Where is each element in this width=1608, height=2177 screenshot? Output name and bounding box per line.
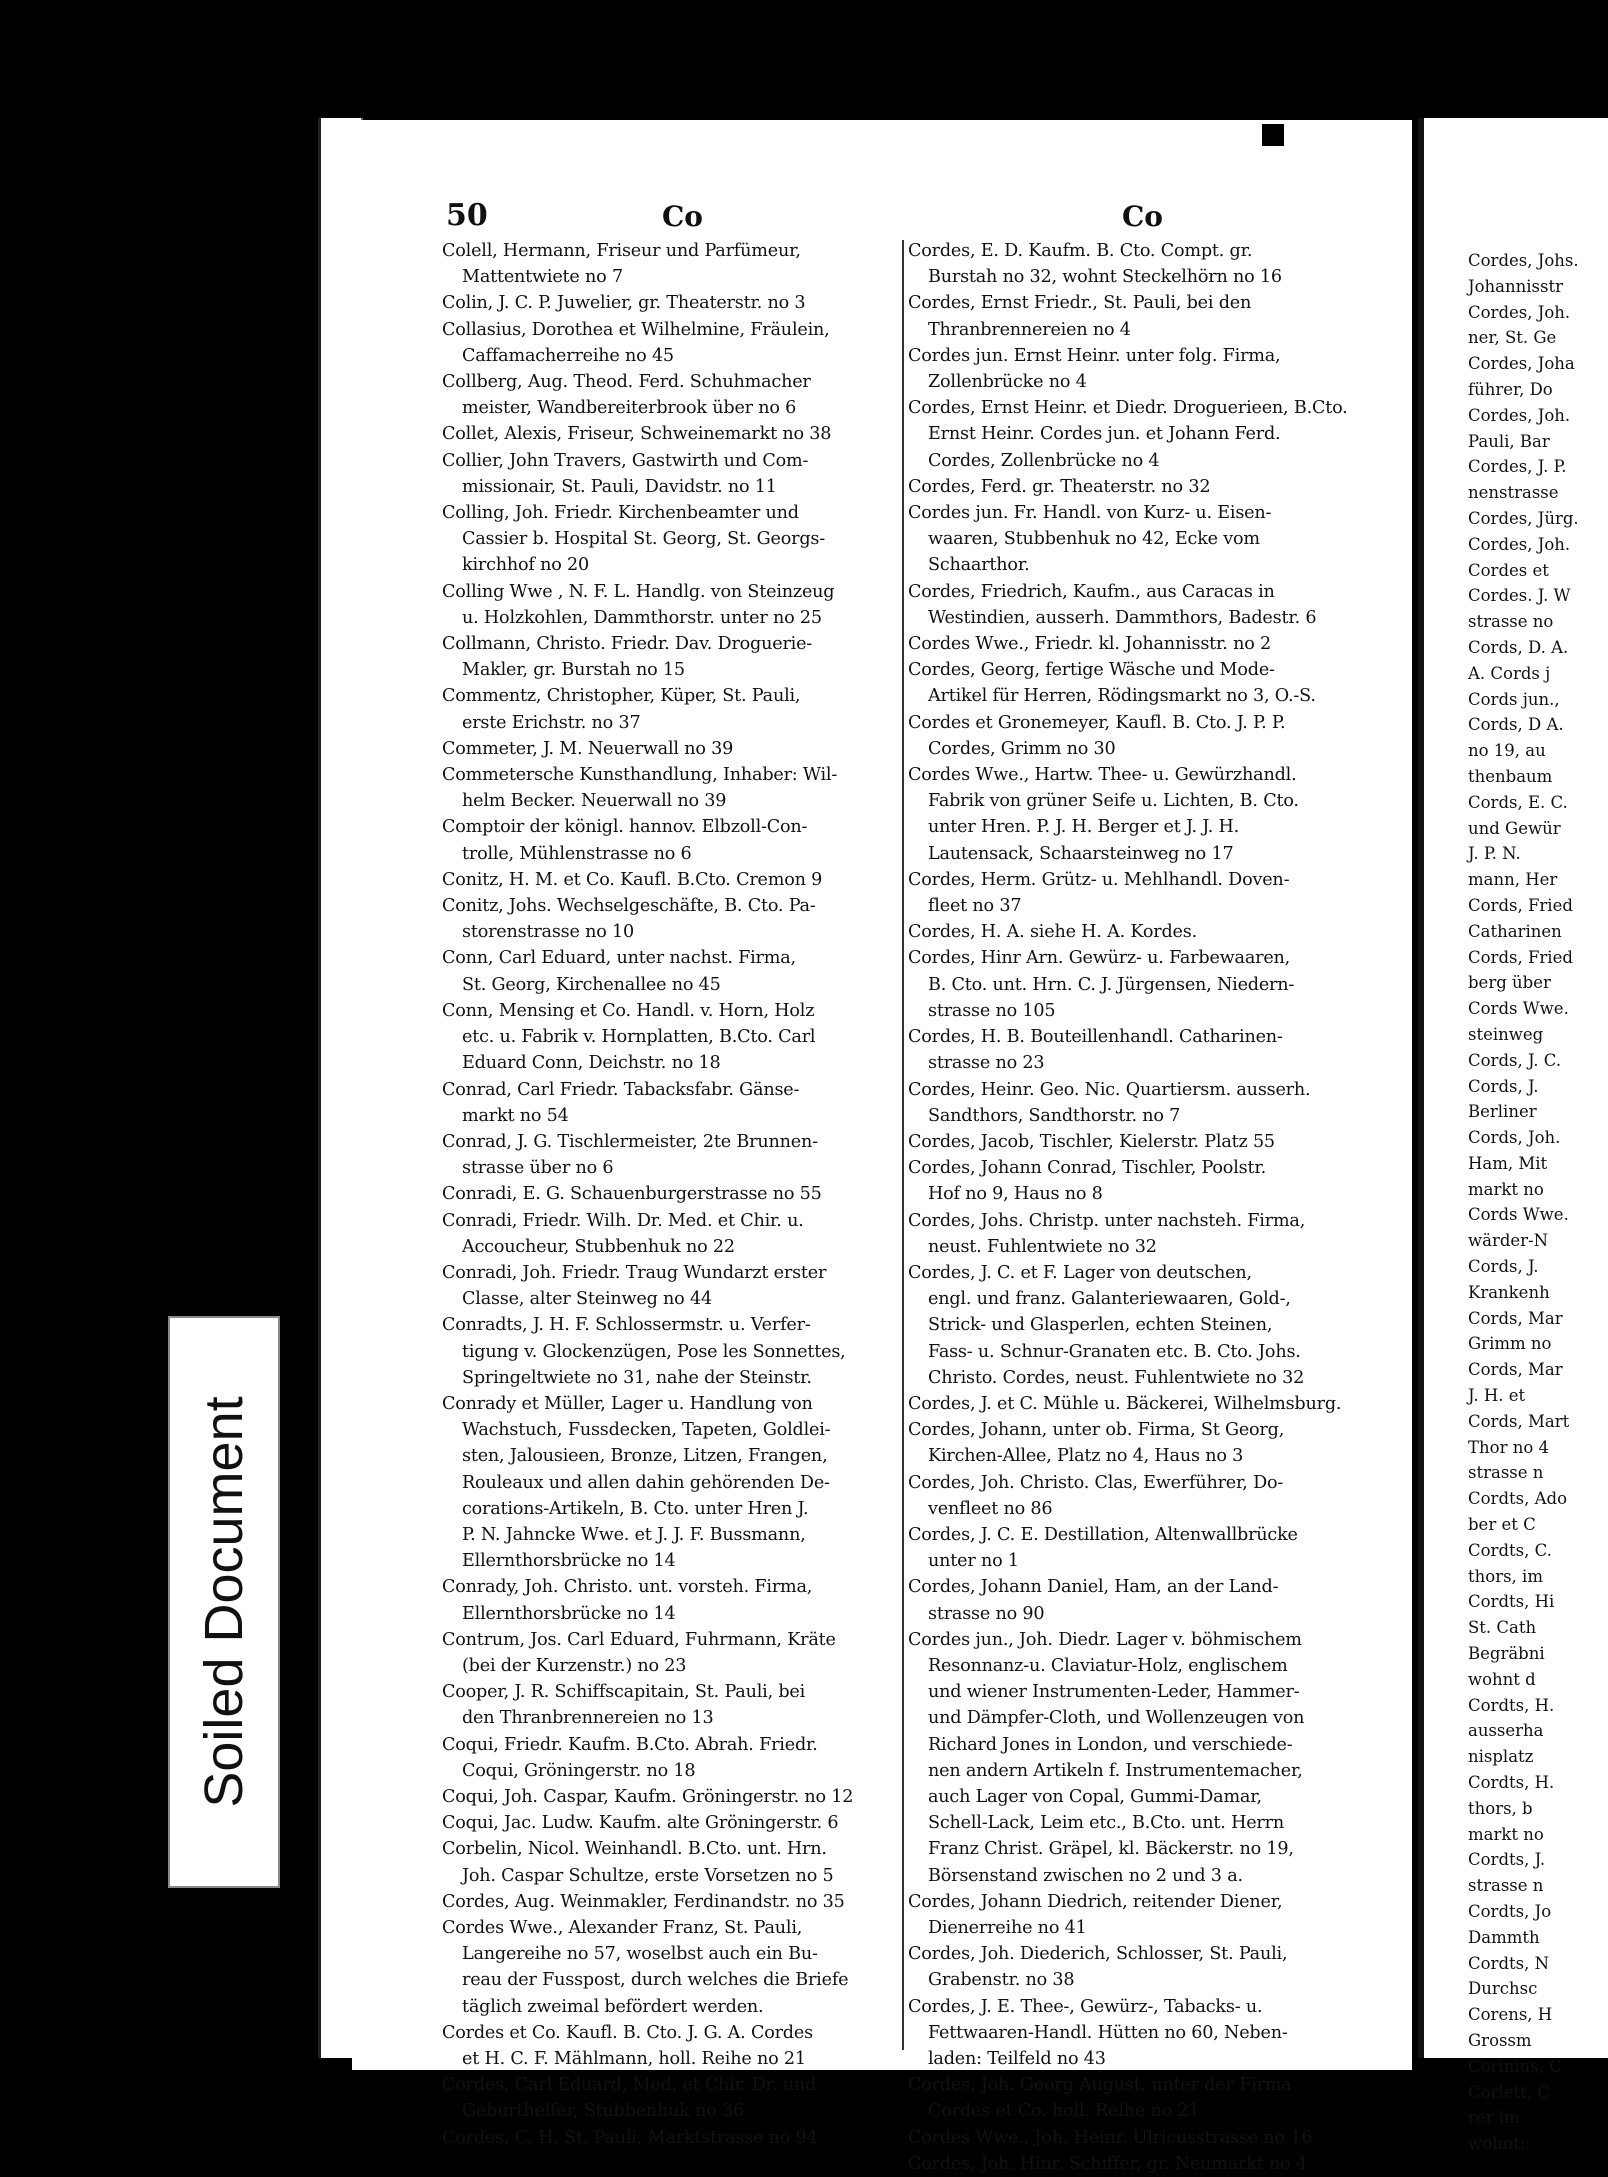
fragment-line: wärder-N: [1468, 1231, 1549, 1251]
entry-line: und Dämpfer-Cloth, und Wollenzeugen von: [928, 1708, 1305, 1729]
entry-line: Caffamacherreihe no 45: [462, 345, 674, 366]
entry-line: Cordes jun. Ernst Heinr. unter folg. Firma,: [908, 345, 1281, 366]
fragment-line: nisplatz: [1468, 1747, 1534, 1767]
entry-line: Cordes, Joh. Christo. Clas, Ewerführer, Do-: [908, 1472, 1284, 1493]
next-page-fragment: [1418, 118, 1608, 2154]
soiled-document-stamp: [168, 1316, 280, 1888]
entry-line: auch Lager von Copal, Gummi-Damar,: [928, 1786, 1262, 1807]
entry-line: Cordes, Johann Conrad, Tischler, Poolstr.: [908, 1158, 1266, 1179]
entry-line: Colell, Hermann, Friseur und Parfümeur,: [442, 241, 801, 261]
fragment-line: J. H. et: [1468, 1386, 1526, 1406]
entry-line: Rouleaux und allen dahin gehörenden De-: [462, 1472, 830, 1493]
directory-page: [352, 120, 1412, 2174]
entry-line: Cordes, Aug. Weinmakler, Ferdinandstr. no 35: [442, 1891, 845, 1912]
entry-line: Makler, gr. Burstah no 15: [462, 660, 685, 681]
entry-line: strasse no 105: [928, 1000, 1056, 1021]
entry-line: Collier, John Travers, Gastwirth und Com-: [442, 450, 809, 471]
entry-line: und wiener Instrumenten-Leder, Hammer-: [928, 1682, 1300, 1703]
fragment-line: Cordes, Joh.: [1468, 302, 1571, 322]
entry-line: Commentz, Christopher, Küper, St. Pauli,: [442, 686, 801, 707]
entry-line: Cordes, H. A. siehe H. A. Kordes.: [908, 922, 1197, 943]
entry-line: venfleet no 86: [928, 1498, 1053, 1519]
entry-line: Cordes, J. C. E. Destillation, Altenwallbrücke: [908, 1524, 1298, 1545]
entry-line: Cordes, Ferd. gr. Theaterstr. no 32: [908, 476, 1211, 497]
fragment-line: Cords Wwe.: [1468, 1205, 1569, 1225]
entry-line: erste Erichstr. no 37: [462, 712, 641, 733]
entry-line: Franz Christ. Gräpel, kl. Bäckerstr. no 19,: [928, 1839, 1294, 1860]
fragment-line: Pauli, Bar: [1468, 431, 1550, 451]
running-head-left: Co: [662, 200, 703, 233]
fragment-line: Cords, D A.: [1468, 715, 1564, 735]
entry-line: Coqui, Gröningerstr. no 18: [462, 1760, 696, 1781]
entry-line: Cordes Wwe., Hartw. Thee- u. Gewürzhandl.: [908, 765, 1297, 786]
entry-line: Contrum, Jos. Carl Eduard, Fuhrmann, Kräte: [442, 1629, 836, 1650]
fragment-line: Corinius, C: [1468, 2056, 1562, 2076]
entry-line: Colling Wwe , N. F. L. Handlg. von Steinzeug: [442, 581, 835, 602]
entry-line: Conrad, Carl Friedr. Tabacksfabr. Gänse-: [442, 1079, 800, 1100]
entry-line: Cordes, Hinr Arn. Gewürz- u. Farbewaaren,: [908, 948, 1291, 969]
entry-line: Commeter, J. M. Neuerwall no 39: [442, 738, 734, 759]
fragment-line: Cordts, N: [1468, 1953, 1550, 1973]
entry-line: Cordes, Grimm no 30: [928, 738, 1116, 759]
fragment-line: thors, im: [1468, 1566, 1543, 1586]
entry-line: kirchhof no 20: [462, 555, 590, 576]
entry-line: Christo. Cordes, neust. Fuhlentwiete no 32: [928, 1367, 1305, 1388]
entry-line: Ernst Heinr. Cordes jun. et Johann Ferd.: [928, 424, 1281, 445]
fragment-line: Krankenh: [1468, 1282, 1550, 1302]
fragment-line: Ham, Mit: [1468, 1153, 1548, 1173]
entry-line: Colling, Joh. Friedr. Kirchenbeamter und: [442, 503, 799, 524]
entry-line: Zollenbrücke no 4: [928, 372, 1087, 393]
entry-line: strasse no 90: [928, 1603, 1045, 1624]
entry-line: Dienerreihe no 41: [928, 1918, 1087, 1938]
fragment-line: mann, Her: [1468, 870, 1558, 890]
entry-line: P. N. Jahncke Wwe. et J. J. F. Bussmann,: [462, 1524, 806, 1545]
fragment-line: Cordts, H.: [1468, 1773, 1555, 1793]
entry-line: Cassier b. Hospital St. Georg, St. Georgs-: [462, 529, 825, 550]
right-column: [908, 238, 1373, 2177]
fragment-line: Cordes, Joh.: [1468, 405, 1571, 425]
fragment-line: Cordts, C.: [1468, 1540, 1552, 1560]
fragment-line: Begräbni: [1468, 1644, 1545, 1664]
entry-line: Conradts, J. H. F. Schlossermstr. u. Verfer-: [442, 1315, 811, 1336]
entry-line: Geburthelfer, Stubbenhuk no 36: [462, 2101, 745, 2122]
fragment-line: führer, Do: [1468, 379, 1553, 399]
fragment-line: Cords, Mar: [1468, 1308, 1563, 1328]
stamp-label: Soiled Document: [194, 1396, 254, 1808]
entry-line: Fabrik von grüner Seife u. Lichten, B. Cto.: [928, 791, 1299, 812]
entry-line: Springeltwiete no 31, nahe der Steinstr.: [462, 1367, 812, 1388]
entry-line: Langereihe no 57, woselbst auch ein Bu-: [462, 1944, 818, 1965]
fragment-line: rer im: [1468, 2108, 1520, 2128]
entry-line: strasse über no 6: [462, 1158, 614, 1179]
fragment-line: Dammth: [1468, 1927, 1540, 1947]
entry-line: markt no 54: [462, 1105, 569, 1126]
entry-line: Cordes, Georg, fertige Wäsche und Mode-: [908, 660, 1275, 681]
entry-line: Eduard Conn, Deichstr. no 18: [462, 1053, 721, 1074]
entry-line: Conn, Mensing et Co. Handl. v. Horn, Holz: [442, 1000, 815, 1021]
entry-line: Conitz, Johs. Wechselgeschäfte, B. Cto. Pa-: [442, 896, 816, 917]
column-divider: [902, 240, 904, 2050]
entry-line: Cordes, J. et C. Mühle u. Bäckerei, Wilhelmsburg.: [908, 1393, 1342, 1414]
entry-line: fleet no 37: [928, 896, 1022, 917]
next-page-lines: [1468, 248, 1579, 2157]
entry-line: laden: Teilfeld no 43: [928, 2049, 1106, 2070]
fragment-line: Cordes. J. W: [1468, 586, 1571, 606]
fragment-line: thenbaum: [1468, 766, 1553, 786]
fragment-line: Cords, J. C.: [1468, 1050, 1562, 1070]
fragment-line: Cordts, J.: [1468, 1850, 1546, 1870]
entry-line: Cordes et Co. holl. Reihe no 21: [928, 2101, 1200, 2122]
entry-line: nen andern Artikeln f. Instrumentemacher,: [928, 1760, 1303, 1781]
entry-line: Cordes, Joh. Hinr. Schiffer, gr. Neumarkt no 4: [908, 2153, 1307, 2174]
fragment-line: Durchsc: [1468, 1979, 1538, 1999]
entry-line: Commetersche Kunsthandlung, Inhaber: Wil-: [442, 765, 838, 786]
fragment-line: Cords, Mart: [1468, 1411, 1570, 1431]
entry-line: Cordes, Joh. Diederich, Schlosser, St. Pauli,: [908, 1944, 1288, 1965]
fragment-line: Cords, J.: [1468, 1257, 1539, 1277]
fragment-line: thors, b: [1468, 1798, 1533, 1818]
entry-line: Coqui, Friedr. Kaufm. B.Cto. Abrah. Friedr.: [442, 1734, 818, 1755]
entry-line: Conn, Carl Eduard, unter nachst. Firma,: [442, 948, 796, 969]
entry-line: Richard Jones in London, und verschiede-: [928, 1734, 1293, 1755]
fragment-line: Cords Wwe.: [1468, 999, 1569, 1019]
entry-line: Conrady, Joh. Christo. unt. vorsteh. Firma,: [442, 1577, 813, 1598]
fragment-line: steinweg: [1468, 1024, 1544, 1044]
entry-line: Collet, Alexis, Friseur, Schweinemarkt no 38: [442, 424, 832, 445]
fragment-line: Cordts, Jo: [1468, 1902, 1552, 1921]
fragment-line: Cords, Fried: [1468, 947, 1573, 967]
fragment-line: Cordes, Joha: [1468, 354, 1575, 374]
entry-line: Cordes Wwe., Alexander Franz, St. Pauli,: [442, 1918, 803, 1938]
entry-line: unter no 1: [928, 1551, 1019, 1572]
entry-line: Conradi, Friedr. Wilh. Dr. Med. et Chir. u.: [442, 1210, 804, 1231]
fragment-line: Grimm no: [1468, 1334, 1552, 1354]
entry-line: Cordes et Gronemeyer, Kaufl. B. Cto. J. P. P.: [908, 712, 1286, 733]
fragment-line: Cords, Mar: [1468, 1360, 1563, 1380]
fragment-line: strasse n: [1468, 1876, 1544, 1896]
page-gutter: [1418, 118, 1424, 2058]
entry-line: B. Cto. unt. Hrn. C. J. Jürgensen, Niedern-: [928, 974, 1295, 995]
entry-line: Ellernthorsbrücke no 14: [462, 1551, 676, 1572]
entry-line: Cordes, Johann, unter ob. Firma, St Georg,: [908, 1420, 1285, 1441]
entry-line: Corbelin, Nicol. Weinhandl. B.Cto. unt. Hrn.: [442, 1839, 827, 1860]
entry-line: Wachstuch, Fussdecken, Tapeten, Goldlei-: [462, 1420, 831, 1441]
entry-line: Grabenstr. no 38: [928, 1970, 1075, 1991]
fragment-line: Thor no 4: [1468, 1437, 1550, 1457]
fragment-line: Cordts, Hi: [1468, 1592, 1555, 1612]
entry-line: Schell-Lack, Leim etc., B.Cto. unt. Herrn: [928, 1813, 1284, 1834]
entry-line: Cordes et Co. Kaufl. B. Cto. J. G. A. Cordes: [442, 2022, 813, 2043]
entry-line: Cordes, Ernst Friedr., St. Pauli, bei den: [908, 293, 1252, 314]
fragment-line: Cords jun.,: [1468, 689, 1560, 709]
entry-line: Lautensack, Schaarsteinweg no 17: [928, 843, 1234, 864]
entry-line: Börsenstand zwischen no 2 und 3 a.: [928, 1865, 1243, 1886]
entry-line: Cordes, Johann Diedrich, reitender Diener,: [908, 1891, 1283, 1912]
fragment-line: ausserha: [1468, 1721, 1544, 1741]
entry-line: u. Holzkohlen, Dammthorstr. unter no 25: [462, 607, 822, 628]
entry-line: Collasius, Dorothea et Wilhelmine, Fräulein,: [442, 319, 830, 340]
fragment-line: Cordts, Ado: [1468, 1489, 1568, 1509]
fragment-line: markt no: [1468, 1824, 1544, 1844]
entry-line: Collmann, Christo. Friedr. Dav. Droguerie-: [442, 634, 813, 655]
fragment-line: A. Cords j: [1468, 663, 1551, 683]
entry-line: unter Hren. P. J. H. Berger et J. J. H.: [928, 817, 1240, 838]
entry-line: Classe, alter Steinweg no 44: [462, 1289, 712, 1310]
entry-line: meister, Wandbereiterbrook über no 6: [462, 398, 797, 419]
entry-line: trolle, Mühlenstrasse no 6: [462, 843, 692, 864]
running-head-right: Co: [1122, 200, 1163, 233]
entry-line: Colin, J. C. P. Juwelier, gr. Theaterstr. no 3: [442, 293, 806, 314]
entry-line: Cordes, Joh. Georg August, unter der Firma: [908, 2075, 1292, 2096]
entry-line: Cordes, Jacob, Tischler, Kielerstr. Platz 55: [908, 1131, 1275, 1152]
entry-line: Cordes, Zollenbrücke no 4: [928, 450, 1160, 471]
entry-line: Fettwaaren-Handl. Hütten no 60, Neben-: [928, 2022, 1288, 2043]
entry-line: Burstah no 32, wohnt Steckelhörn no 16: [928, 267, 1282, 288]
entry-line: Cordes, C. H. St. Pauli, Marktstrasse no 94: [442, 2127, 818, 2148]
entry-line: Coqui, Jac. Ludw. Kaufm. alte Gröningerstr. 6: [442, 1813, 839, 1834]
entry-line: sten, Jalousieen, Bronze, Litzen, Frangen,: [462, 1446, 828, 1467]
page-corner-notch: [1262, 124, 1284, 146]
fragment-line: strasse no: [1468, 612, 1554, 632]
entry-line: Cordes, Heinr. Geo. Nic. Quartiersm. ausserh.: [908, 1079, 1311, 1100]
fragment-line: wohnt d: [1468, 1669, 1536, 1689]
entry-line: Cordes, J. C. et F. Lager von deutschen,: [908, 1262, 1252, 1283]
fragment-line: wohnt:: [1468, 2134, 1526, 2154]
entry-line: Conradi, E. G. Schauenburgerstrasse no 55: [442, 1184, 822, 1205]
entry-line: Conrad, J. G. Tischlermeister, 2te Brunnen-: [442, 1131, 818, 1152]
entry-line: tigung v. Glockenzügen, Pose les Sonnettes,: [462, 1341, 846, 1362]
entry-line: Conradi, Joh. Friedr. Traug Wundarzt erster: [442, 1262, 827, 1283]
entry-line: Mattentwiete no 7: [462, 267, 623, 288]
entry-line: Cordes, Herm. Grütz- u. Mehlhandl. Doven-: [908, 869, 1290, 890]
fragment-line: berg über: [1468, 973, 1551, 993]
entry-line: Comptoir der königl. hannov. Elbzoll-Con-: [442, 817, 808, 838]
fragment-line: St. Cath: [1468, 1618, 1537, 1638]
entry-line: täglich zweimal befördert werden.: [462, 1996, 764, 2017]
entry-line: Cordes jun. Fr. Handl. von Kurz- u. Eisen-: [908, 503, 1272, 524]
entry-line: Kirchen-Allee, Platz no 4, Haus no 3: [928, 1446, 1244, 1467]
entry-line: strasse no 23: [928, 1053, 1045, 1074]
fragment-line: Cords, Joh.: [1468, 1128, 1561, 1148]
fragment-line: Cordes, Jürg.: [1468, 508, 1579, 528]
entry-line: etc. u. Fabrik v. Hornplatten, B.Cto. Carl: [462, 1027, 816, 1048]
fragment-line: Catharinen: [1468, 921, 1562, 941]
fragment-line: und Gewür: [1468, 818, 1561, 838]
entry-line: Artikel für Herren, Rödingsmarkt no 3, O.-S.: [928, 686, 1316, 707]
entry-line: Cordes jun., Joh. Diedr. Lager v. böhmischem: [908, 1629, 1302, 1650]
entry-line: Sandthors, Sandthorstr. no 7: [928, 1105, 1181, 1126]
entry-line: Cordes, Carl Eduard, Med. et Chir. Dr. und: [442, 2075, 817, 2096]
fragment-line: nenstrasse: [1468, 483, 1559, 503]
entry-line: Cordes, Ernst Heinr. et Diedr. Droguerieen, B.Cto.: [908, 398, 1348, 419]
fragment-line: strasse n: [1468, 1463, 1544, 1483]
fragment-line: Cordts, H.: [1468, 1695, 1555, 1715]
fragment-line: Cordes, Johs.: [1468, 251, 1579, 270]
entry-line: Strick- und Glasperlen, echten Steinen,: [928, 1315, 1273, 1336]
entry-line: St. Georg, Kirchenallee no 45: [462, 974, 721, 995]
entry-line: helm Becker. Neuerwall no 39: [462, 791, 727, 812]
fragment-line: Cordes et: [1468, 560, 1549, 580]
entry-line: Cordes Wwe., Joh. Heinr. Ulricusstrasse no 16: [908, 2127, 1313, 2148]
entry-line: Thranbrennereien no 4: [928, 319, 1131, 340]
fragment-line: Grossm: [1468, 2030, 1532, 2050]
entry-line: Cordes, Johs. Christp. unter nachsteh. Firma,: [908, 1210, 1306, 1231]
entry-line: Conitz, H. M. et Co. Kaufl. B.Cto. Cremon 9: [442, 869, 823, 890]
entry-line: den Thranbrennereien no 13: [462, 1708, 714, 1729]
entry-line: neust. Fuhlentwiete no 32: [928, 1236, 1157, 1257]
fragment-line: Cordes, J. P.: [1468, 457, 1567, 477]
entry-line: Schaarthor.: [928, 555, 1030, 576]
fragment-line: Berliner: [1468, 1102, 1537, 1122]
fragment-line: Johannisstr: [1468, 276, 1563, 296]
entry-line: Ellernthorsbrücke no 14: [462, 1603, 676, 1624]
entry-line: missionair, St. Pauli, Davidstr. no 11: [462, 476, 777, 497]
entry-line: (bei der Kurzenstr.) no 23: [462, 1655, 687, 1676]
entry-line: Cordes, J. E. Thee-, Gewürz-, Tabacks- u.: [908, 1996, 1263, 2017]
left-column: [442, 238, 898, 2151]
entry-line: Cordes, E. D. Kaufm. B. Cto. Compt. gr.: [908, 241, 1253, 261]
fragment-line: ber et C: [1468, 1515, 1536, 1535]
fragment-line: Cords, E. C.: [1468, 792, 1568, 812]
entry-line: Fass- u. Schnur-Granaten etc. B. Cto. Johs.: [928, 1341, 1301, 1362]
fragment-line: Corlett, C: [1468, 2082, 1550, 2102]
entry-line: Cordes, Johann Daniel, Ham, an der Land-: [908, 1577, 1279, 1598]
entry-line: Cordes, H. B. Bouteillenhandl. Catharinen-: [908, 1027, 1283, 1048]
fragment-line: markt no: [1468, 1179, 1544, 1199]
fragment-line: Corens, H: [1468, 2005, 1553, 2025]
entry-line: Cooper, J. R. Schiffscapitain, St. Pauli, bei: [442, 1682, 806, 1703]
fragment-line: Cordes, Joh.: [1468, 534, 1571, 554]
fragment-line: Cords, Fried: [1468, 895, 1573, 915]
fragment-line: Cords, J.: [1468, 1076, 1539, 1096]
entry-line: Conrady et Müller, Lager u. Handlung von: [442, 1393, 813, 1414]
entry-line: Coqui, Joh. Caspar, Kaufm. Gröningerstr. no 12: [442, 1786, 854, 1807]
fragment-line: Cords, D. A.: [1468, 637, 1569, 657]
entry-line: reau der Fusspost, durch welches die Briefe: [462, 1970, 849, 1991]
entry-line: Hof no 9, Haus no 8: [928, 1184, 1103, 1205]
entry-line: Resonnanz-u. Claviatur-Holz, englischem: [928, 1655, 1288, 1676]
fragment-line: ner, St. Ge: [1468, 328, 1557, 348]
entry-line: Accoucheur, Stubbenhuk no 22: [462, 1236, 735, 1257]
entry-line: Collberg, Aug. Theod. Ferd. Schuhmacher: [442, 372, 811, 393]
entry-line: corations-Artikeln, B. Cto. unter Hren J.: [462, 1498, 809, 1519]
entry-line: Cordes Wwe., Friedr. kl. Johannisstr. no 2: [908, 634, 1272, 655]
fragment-line: no 19, au: [1468, 741, 1546, 761]
entry-line: Joh. Caspar Schultze, erste Vorsetzen no 5: [462, 1865, 834, 1886]
entry-line: Cordes, Friedrich, Kaufm., aus Caracas in: [908, 581, 1275, 602]
entry-line: et H. C. F. Mählmann, holl. Reihe no 21: [462, 2049, 806, 2070]
entry-line: engl. und franz. Galanteriewaaren, Gold-,: [928, 1289, 1291, 1310]
page-number: 50: [446, 198, 488, 233]
fragment-line: J. P. N.: [1468, 844, 1521, 864]
entry-line: waaren, Stubbenhuk no 42, Ecke vom: [928, 529, 1260, 550]
entry-line: storenstrasse no 10: [462, 922, 635, 943]
entry-line: Westindien, ausserh. Dammthors, Badestr. 6: [928, 607, 1317, 628]
